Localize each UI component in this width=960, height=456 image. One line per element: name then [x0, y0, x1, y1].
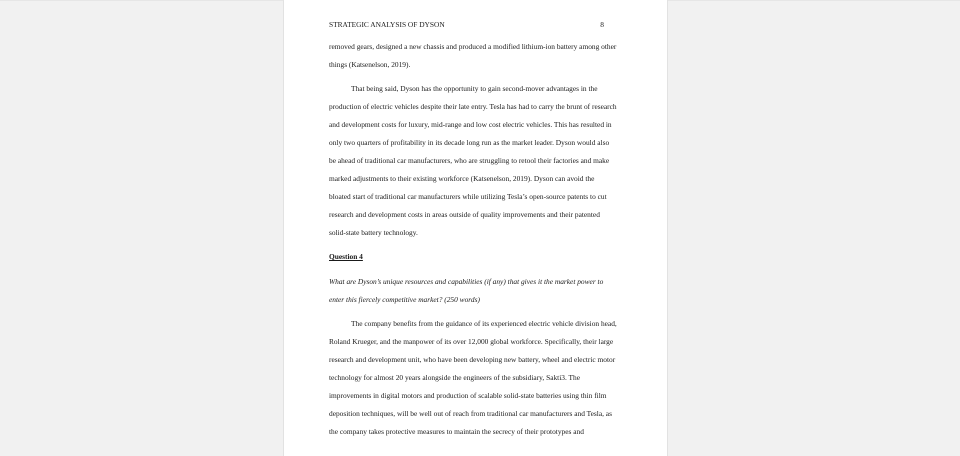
body-line: be ahead of traditional car manufacturers, who are struggling to retool their factories and make [329, 156, 610, 165]
body-line: production of electric vehicles despite their late entry. Tesla has had to carry the brunt of research [329, 102, 617, 111]
body-line: improvements in digital motors and production of scalable solid-state batteries using thin film [329, 391, 607, 400]
body-line: deposition techniques, will be well out of reach from traditional car manufacturers and Tesla, as [329, 409, 612, 418]
section-heading: Question 4 [329, 252, 363, 261]
body-line: things (Katsenelson, 2019). [329, 60, 411, 69]
question-text: What are Dyson’s unique resources and capabilities (if any) that gives it the market power to [329, 277, 604, 286]
running-head: STRATEGIC ANALYSIS OF DYSON [329, 20, 445, 29]
body-line: removed gears, designed a new chassis and produced a modified lithium-ion battery among other [329, 42, 617, 51]
document-page [283, 0, 668, 456]
body-line: technology for almost 20 years alongside the engineers of the subsidiary, Sakti3. The [329, 373, 581, 382]
paragraph-start: That being said, Dyson has the opportunity to gain second-mover advantages in the [351, 84, 598, 93]
body-line: research and development costs in areas outside of quality improvements and their patented [329, 210, 600, 219]
body-line: bloated start of traditional car manufacturers while utilizing Tesla’s open-source patents to cut [329, 192, 607, 201]
body-line: and development costs for luxury, mid-range and low cost electric vehicles. This has resulted in [329, 120, 612, 129]
paragraph-start: The company benefits from the guidance of its experienced electric vehicle division head, [351, 319, 617, 328]
page-number: 8 [600, 20, 604, 29]
body-line: only two quarters of profitability in its decade long run as the market leader. Dyson would also [329, 138, 610, 147]
body-line: Roland Krueger, and the manpower of its over 12,000 global workforce. Specifically, their large [329, 337, 614, 346]
body-line: solid-state battery technology. [329, 228, 418, 237]
body-line: research and development unit, who have been developing new battery, wheel and electric motor [329, 355, 616, 364]
question-text: enter this fiercely competitive market? (250 words) [329, 295, 480, 304]
body-line: the company takes protective measures to maintain the secrecy of their prototypes and [329, 427, 584, 436]
body-line: marked adjustments to their existing workforce (Katsenelson, 2019). Dyson can avoid the [329, 174, 595, 183]
